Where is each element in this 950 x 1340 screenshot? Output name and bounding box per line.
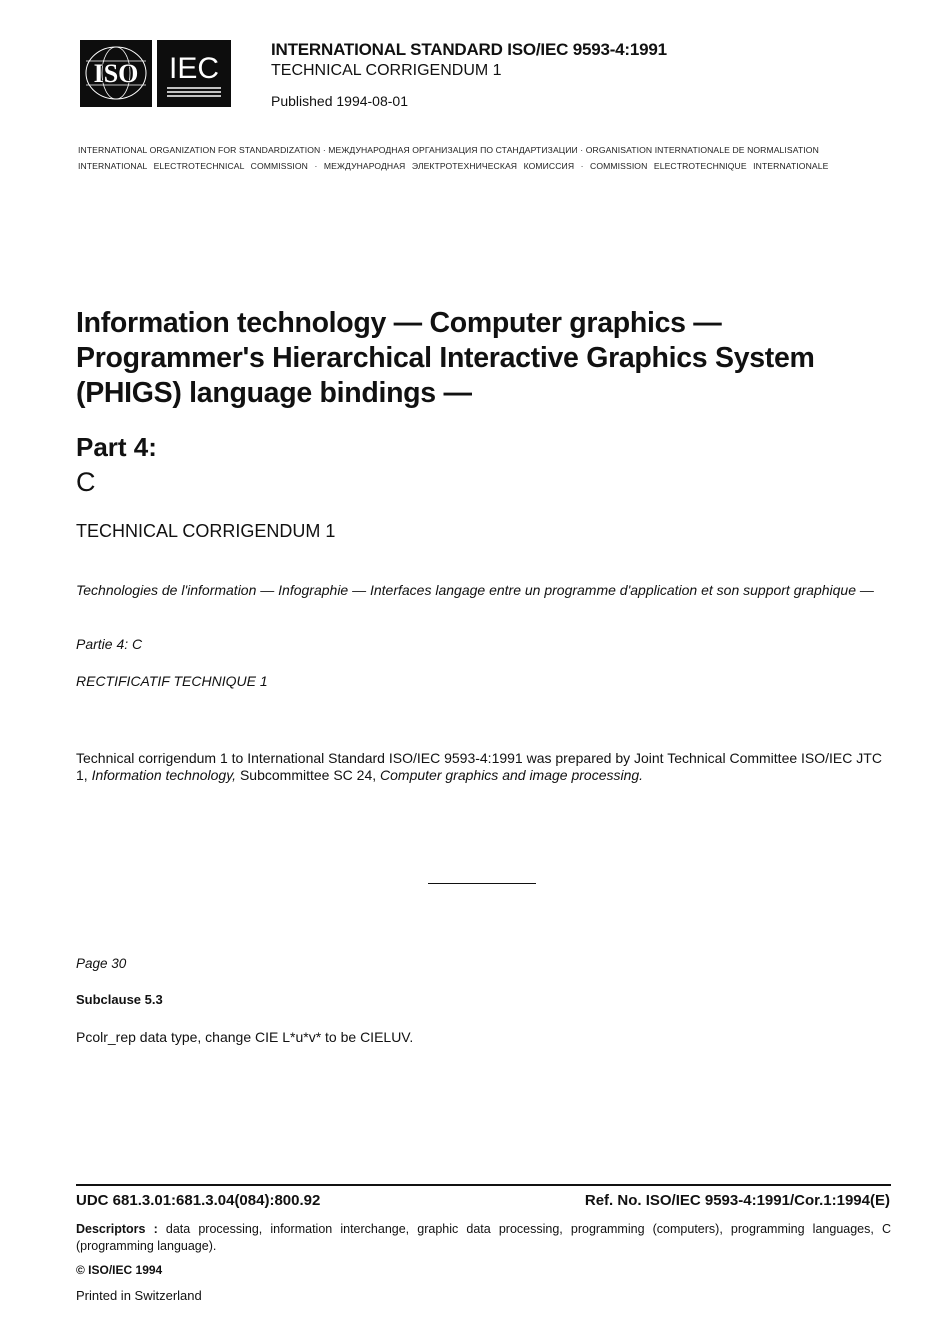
standard-subtitle: TECHNICAL CORRIGENDUM 1 <box>271 62 502 79</box>
subclause-heading: Subclause 5.3 <box>76 992 163 1007</box>
french-title: Technologies de l'information — Infographie — Interfaces langage entre un programme d'application et son support graphique — <box>76 582 874 598</box>
french-part: Partie 4: C <box>76 636 143 652</box>
descriptors-text: data processing, information interchange, graphic data processing, programming (computers), programming languages, C (programming language). <box>76 1222 891 1253</box>
descriptors <box>76 1221 891 1255</box>
iec-logo <box>157 40 231 107</box>
change-description: Pcolr_rep data type, change CIE L*u*v* to be CIELUV. <box>76 1029 414 1045</box>
iec-logo-text: IEC <box>168 52 220 85</box>
part-label: Part 4: <box>76 432 157 462</box>
subcommittee-text: Subcommittee SC 24, <box>236 767 381 783</box>
organization-line-iec: INTERNATIONAL ELECTROTECHNICAL COMMISSION · МЕЖДУНАРОДНАЯ ЭЛЕКТРОТЕХНИЧЕСКАЯ КОМИССИЯ · COMMISSION ELECTROTECHNIQUE INTERNATIONALE <box>78 161 829 171</box>
intro-paragraph <box>76 750 891 784</box>
footer-rule <box>76 1184 891 1186</box>
section-divider <box>428 883 536 884</box>
printed-location: Printed in Switzerland <box>76 1288 202 1303</box>
title-line-3: (PHIGS) language bindings — <box>76 377 472 409</box>
committee-name: Information technology, <box>91 767 237 783</box>
corrigendum-label: TECHNICAL CORRIGENDUM 1 <box>76 521 336 541</box>
standard-title: INTERNATIONAL STANDARD ISO/IEC 9593-4:1991 <box>271 40 667 59</box>
udc-code: UDC 681.3.01:681.3.04(084):800.92 <box>76 1192 321 1209</box>
intro-text: Technical corrigendum 1 to International Standard ISO/IEC 9593-4:1991 was prepared by Joint Technical Committee ISO/IEC JTC 1, <box>76 750 882 783</box>
published-date: Published 1994-08-01 <box>271 93 408 109</box>
page-reference: Page 30 <box>76 956 127 971</box>
iso-logo <box>80 40 152 107</box>
title-line-2: Programmer's Hierarchical Interactive Graphics System <box>76 342 815 374</box>
copyright: © ISO/IEC 1994 <box>76 1263 163 1277</box>
iso-logo-text: ISO <box>93 59 139 88</box>
subcommittee-name: Computer graphics and image processing. <box>380 767 644 783</box>
french-corrigendum: RECTIFICATIF TECHNIQUE 1 <box>76 673 268 689</box>
reference-number: Ref. No. ISO/IEC 9593-4:1991/Cor.1:1994(E) <box>584 1192 890 1209</box>
document-title <box>76 306 896 411</box>
title-line-1: Information technology — Computer graphics — <box>76 307 722 339</box>
part-name: C <box>76 467 96 497</box>
organization-line-iso: INTERNATIONAL ORGANIZATION FOR STANDARDIZATION · МЕЖДУНАРОДНАЯ ОРГАНИЗАЦИЯ ПО СТАНДАРТИЗАЦИИ · ORGANISATION INTERNATIONALE DE NORMALISATION <box>78 145 819 155</box>
descriptors-label: Descriptors : <box>76 1222 158 1236</box>
